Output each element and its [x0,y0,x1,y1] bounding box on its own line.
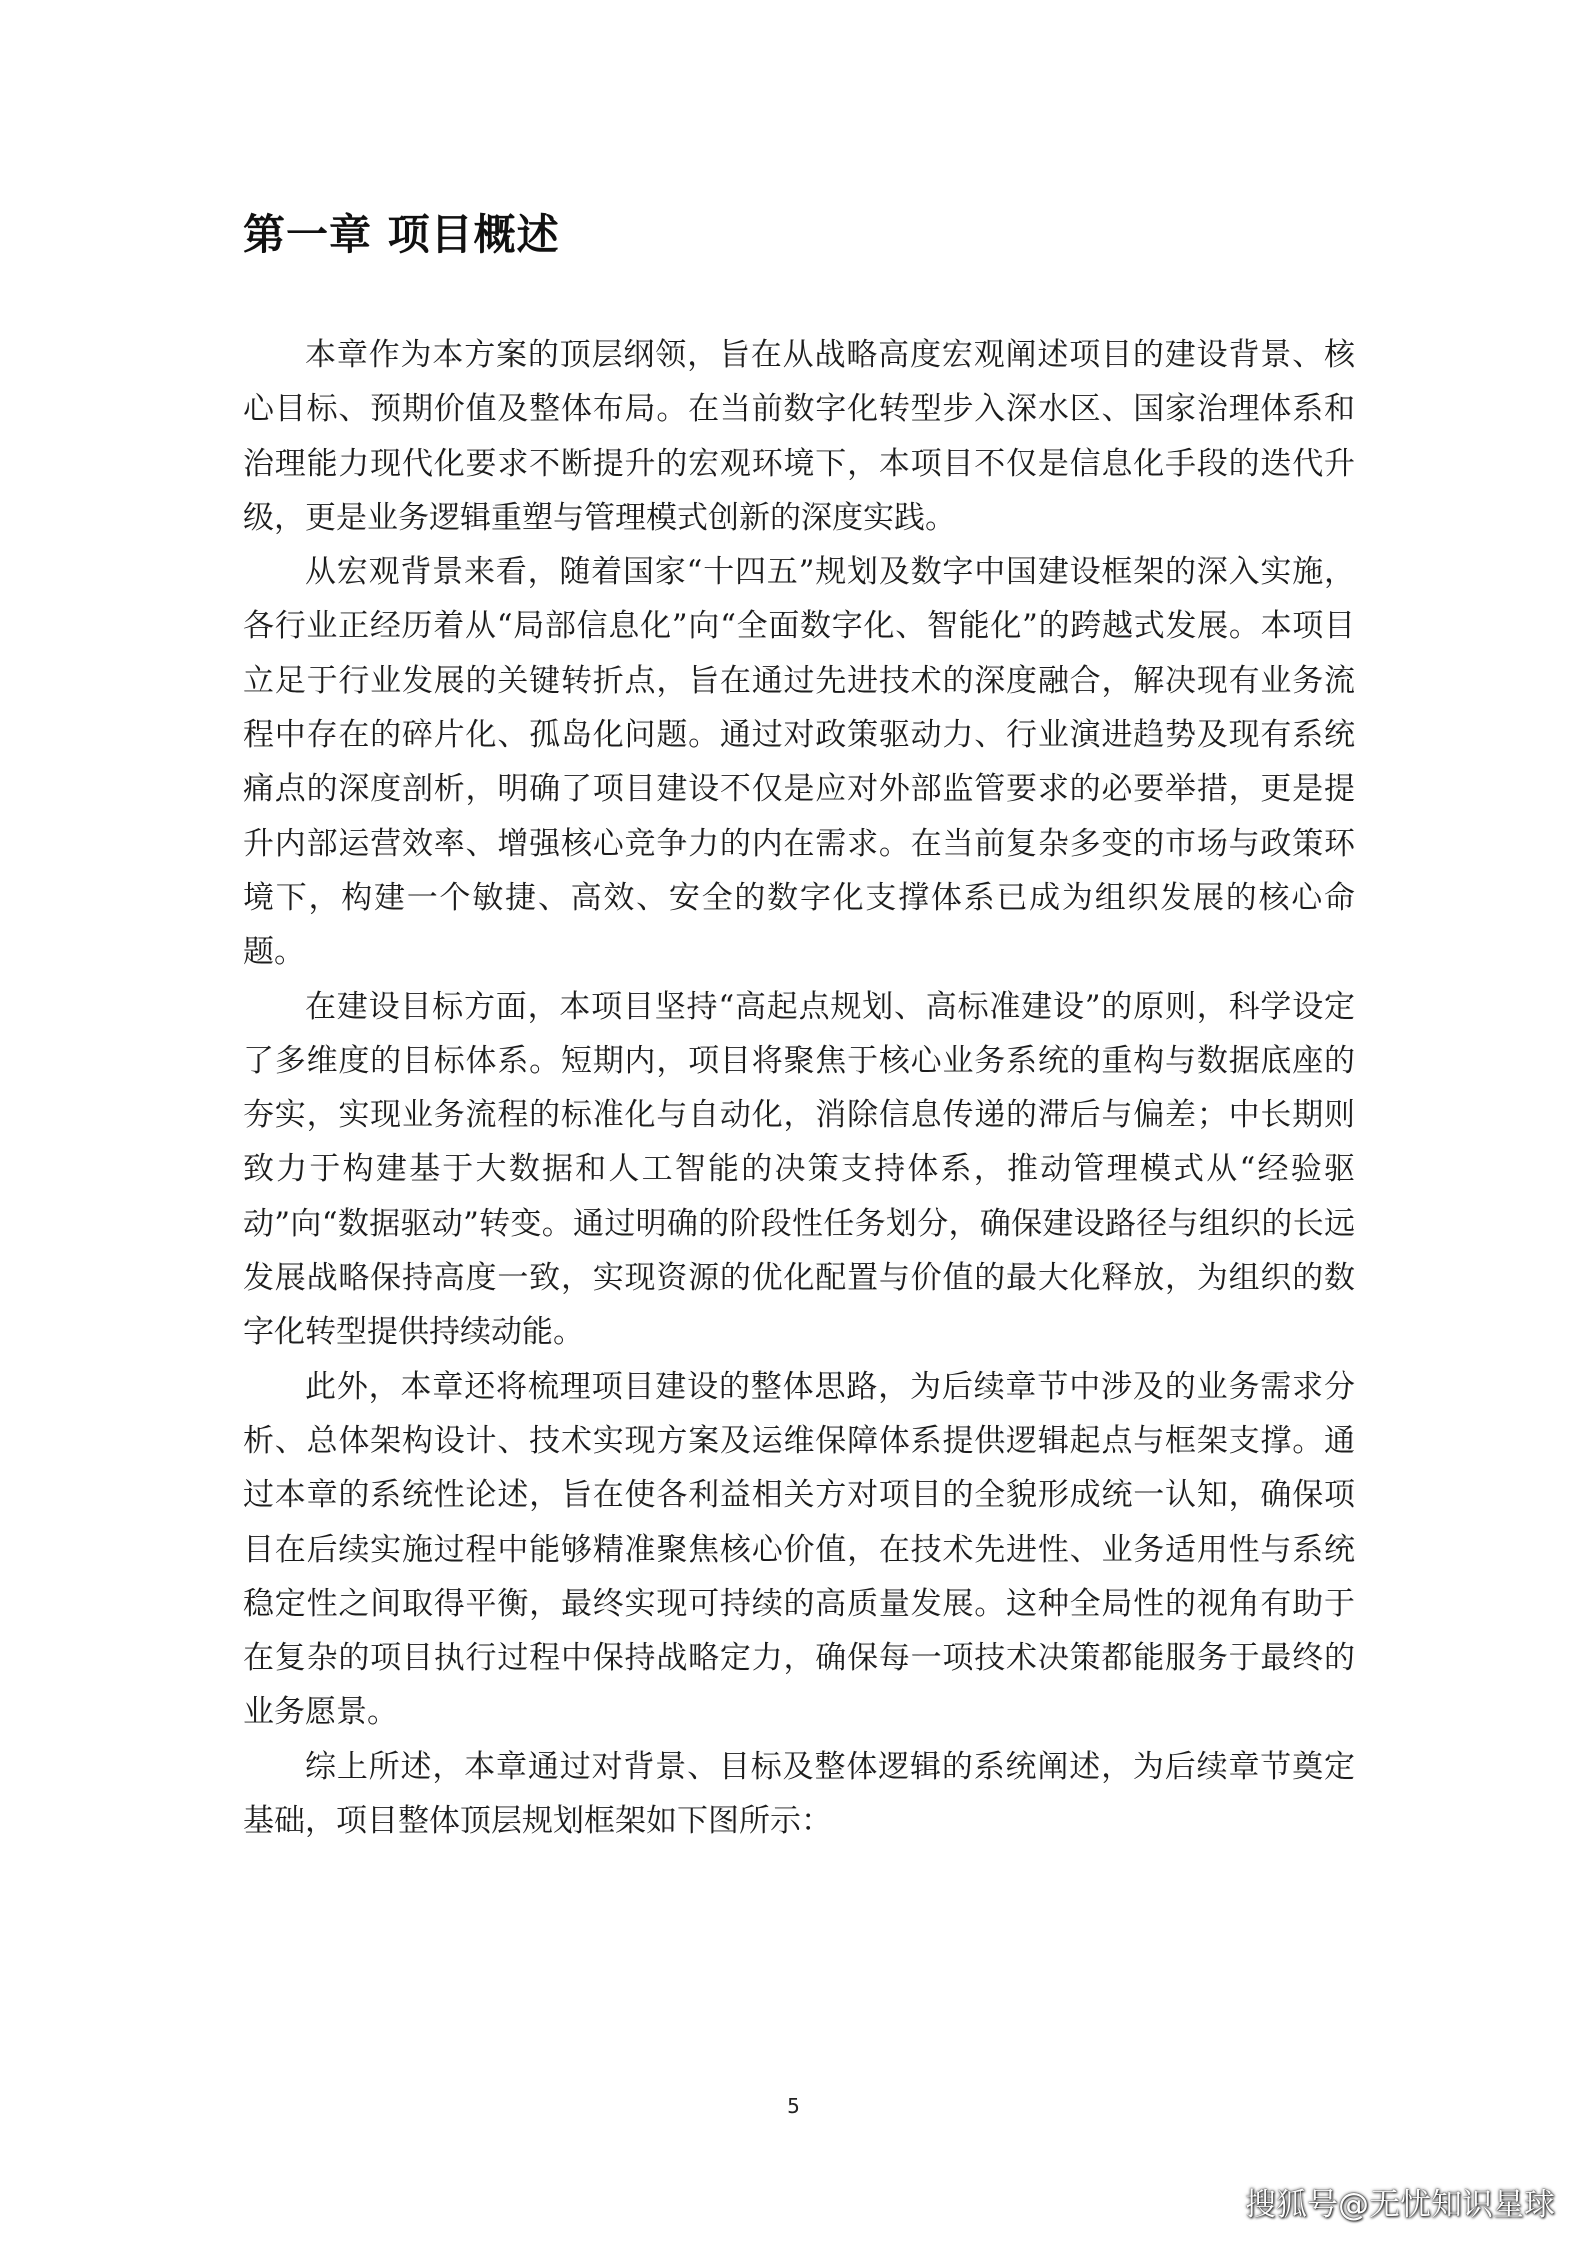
paragraph-goals: 在建设目标方面，本项目坚持“高起点规划、高标准建设”的原则，科学设定了多维度的目标体系。短期内，项目将聚焦于核心业务系统的重构与数据底座的夯实，实现业务流程的标准化与自动化，消除信息传递的滞后与偏差；中长期则致力于构建基于大数据和人工智能的决策支持体系，推动管理模式从“经验驱动”向“数据驱动”转变。通过明确的阶段性任务划分，确保建设路径与组织的长远发展战略保持高度一致，实现资源的优化配置与价值的最大化释放，为组织的数字化转型提供持续动能。 [243,988,1355,1351]
paragraph-summary: 综上所述，本章通过对背景、目标及整体逻辑的系统阐述，为后续章节奠定基础，项目整体顶层规划框架如下图所示： [243,1748,1355,1840]
watermark: 搜狐号@无忧知识星球 [1245,2187,1555,2223]
chapter-title: 第一章 项目概述 [243,210,560,259]
paragraph-intro: 本章作为本方案的顶层纲领，旨在从战略高度宏观阐述项目的建设背景、核心目标、预期价值及整体布局。在当前数字化转型步入深水区、国家治理体系和治理能力现代化要求不断提升的宏观环境下，本项目不仅是信息化手段的迭代升级，更是业务逻辑重塑与管理模式创新的深度实践。 [243,337,1355,536]
page-number: 5 [787,2094,800,2118]
paragraph-background: 从宏观背景来看，随着国家“十四五”规划及数字中国建设框架的深入实施，各行业正经历着从“局部信息化”向“全面数字化、智能化”的跨越式发展。本项目立足于行业发展的关键转折点，旨在通过先进技术的深度融合，解决现有业务流程中存在的碎片化、孤岛化问题。通过对政策驱动力、行业演进趋势及现有系统痛点的深度剖析，明确了项目建设不仅是应对外部监管要求的必要举措，更是提升内部运营效率、增强核心竞争力的内在需求。在当前复杂多变的市场与政策环境下，构建一个敏捷、高效、安全的数字化支撑体系已成为组织发展的核心命题。 [243,554,1355,971]
paragraph-approach: 此外，本章还将梳理项目建设的整体思路，为后续章节中涉及的业务需求分析、总体架构设计、技术实现方案及运维保障体系提供逻辑起点与框架支撑。通过本章的系统性论述，旨在使各利益相关方对项目的全貌形成统一认知，确保项目在后续实施过程中能够精准聚焦核心价值，在技术先进性、业务适用性与系统稳定性之间取得平衡，最终实现可持续的高质量发展。这种全局性的视角有助于在复杂的项目执行过程中保持战略定力，确保每一项技术决策都能服务于最终的业务愿景。 [243,1368,1355,1731]
body-text [243,328,1355,1848]
